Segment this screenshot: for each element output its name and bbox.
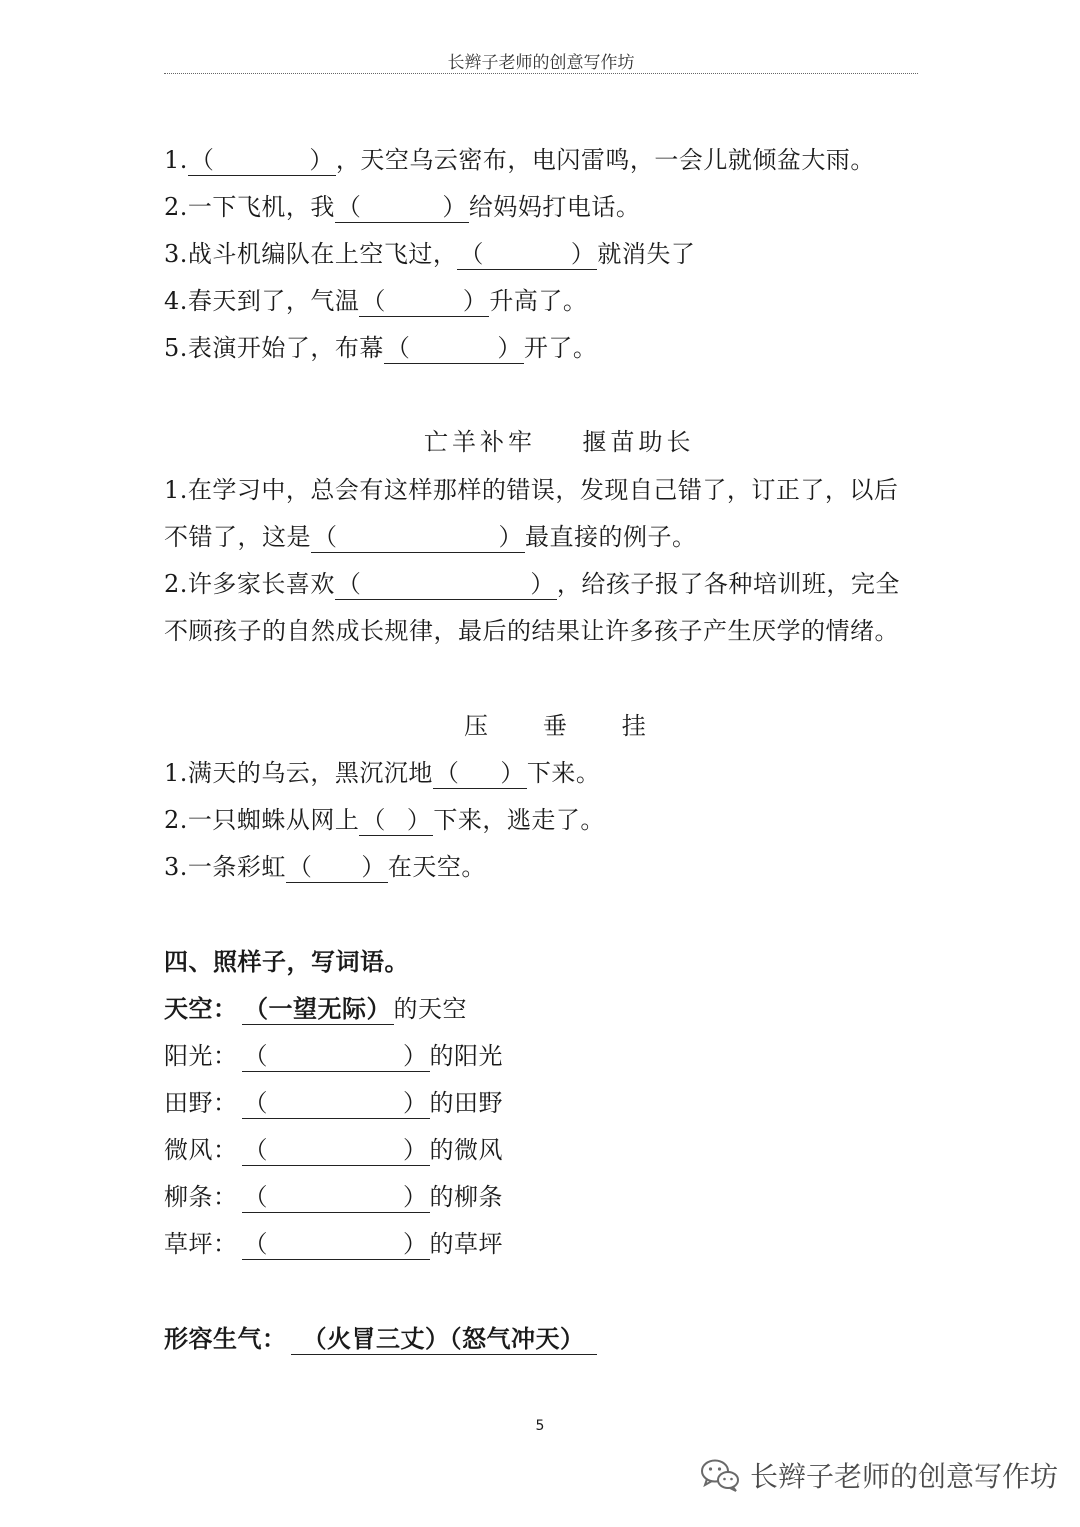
item-text: ，给孩子报了各种培训班，完全: [556, 570, 900, 598]
row-label: 阳光：: [164, 1042, 238, 1070]
exercise-c-3: [164, 852, 486, 883]
paren-left: （: [313, 523, 338, 551]
paren-left: （: [287, 853, 313, 881]
item-text: 一条彩虹: [187, 853, 286, 881]
item-text: 不错了，这是: [164, 523, 311, 551]
item-text: 在天空。: [387, 853, 486, 881]
item-text: ，天空乌云密布，电闪雷鸣，一会儿就倾盆大雨。: [335, 146, 875, 174]
paren-right: ）: [570, 240, 596, 268]
blank-a-5[interactable]: [384, 333, 524, 364]
word-row-5: [164, 1229, 503, 1260]
blank-d-5[interactable]: [242, 1229, 430, 1260]
item-text: 一只蜘蛛从网上: [187, 806, 360, 834]
item-text: 春天到了，气温: [187, 287, 360, 315]
section-d-heading: 四、照样子，写词语。: [164, 947, 409, 976]
item-number: 3.: [164, 853, 188, 881]
paren-right: ）: [442, 193, 467, 221]
exercise-c-2: [164, 805, 605, 836]
anger-row: [164, 1324, 597, 1355]
paren-left: （: [361, 287, 386, 315]
blank-b-1[interactable]: [311, 522, 525, 553]
paren-right: ）: [361, 853, 386, 881]
blank-c-3[interactable]: [286, 852, 388, 883]
watermark: [700, 1458, 1058, 1492]
exercise-a-5: [164, 333, 597, 364]
item-text: 升高了。: [489, 287, 588, 315]
paren-right: ）: [403, 1042, 428, 1070]
item-text: 表演开始了，布幕: [187, 334, 384, 362]
paren-right: ）: [403, 1089, 428, 1117]
row-suffix: 的微风: [429, 1136, 503, 1164]
row-label: 田野：: [164, 1089, 238, 1117]
example-answer: （一望无际）: [242, 994, 394, 1025]
item-number: 2.: [164, 570, 188, 598]
paren-right: ）: [462, 287, 488, 315]
blank-a-1[interactable]: [188, 145, 336, 176]
item-number: 1.: [164, 476, 188, 504]
item-text: 下来，逃走了。: [433, 806, 605, 834]
blank-d-4[interactable]: [242, 1182, 430, 1213]
blank-d-3[interactable]: [242, 1135, 430, 1166]
item-number: 5.: [164, 334, 188, 362]
blank-d-2[interactable]: [242, 1088, 430, 1119]
exercise-b-2-line1: [164, 569, 900, 600]
paren-right: ）: [500, 759, 525, 787]
exercise-a-2: [164, 192, 640, 223]
blank-c-2[interactable]: [359, 805, 433, 836]
paren-left: （: [434, 759, 460, 787]
paren-left: （: [243, 1136, 268, 1164]
blank-c-1[interactable]: [433, 758, 527, 789]
blank-a-3[interactable]: [457, 239, 597, 270]
paren-right: ）: [403, 1230, 428, 1258]
row-label: 天空：: [164, 994, 238, 1023]
paren-right: ）: [497, 334, 522, 362]
paren-right: ）: [498, 523, 523, 551]
item-text: 在学习中，总会有这样那样的错误，发现自己错了，订正了，以后: [187, 476, 899, 504]
exercise-c-1: [164, 758, 600, 789]
row-suffix: 的天空: [393, 995, 467, 1023]
item-text: 给妈妈打电话。: [468, 193, 641, 221]
item-text: 最直接的例子。: [525, 523, 697, 551]
item-number: 4.: [164, 287, 188, 315]
item-text: 开了。: [523, 334, 598, 362]
item-text: 一下飞机，我: [187, 193, 335, 221]
item-text: 满天的乌云，黑沉沉地: [187, 759, 433, 787]
item-number: 2.: [164, 193, 188, 221]
paren-right: ）: [530, 570, 555, 598]
example-row: [164, 994, 467, 1025]
paren-right: ）: [403, 1136, 428, 1164]
page-header: 长辫子老师的创意写作坊: [447, 53, 635, 73]
wechat-icon: [700, 1458, 740, 1492]
row-label: 微风：: [164, 1136, 238, 1164]
blank-d-1[interactable]: [242, 1041, 430, 1072]
item-number: 1.: [164, 759, 188, 787]
section-b-title: 亡羊补牢 揠苗助长: [424, 428, 695, 456]
exercise-b-1-line1: [164, 475, 898, 505]
item-text: 许多家长喜欢: [187, 570, 335, 598]
item-text: 不顾孩子的自然成长规律，最后的结果让许多孩子产生厌学的情绪。: [164, 617, 899, 645]
paren-left: （: [385, 334, 411, 362]
exercise-a-1: [164, 145, 875, 176]
row-label: 草坪：: [164, 1230, 238, 1258]
item-number: 2.: [164, 806, 188, 834]
blank-a-2[interactable]: [335, 192, 469, 223]
row-label: 形容生气：: [164, 1324, 287, 1353]
row-suffix: 的阳光: [429, 1042, 503, 1070]
exercise-a-4: [164, 286, 587, 317]
paren-right: ）: [309, 146, 334, 174]
item-text: 战斗机编队在上空飞过，: [187, 240, 458, 268]
exercise-b-2-line2: [164, 616, 899, 646]
paren-left: （: [243, 1042, 268, 1070]
word-row-4: [164, 1182, 503, 1213]
row-suffix: 的草坪: [429, 1230, 503, 1258]
item-text: 就消失了: [597, 240, 696, 268]
item-number: 1.: [164, 146, 188, 174]
word-row-2: [164, 1088, 503, 1119]
paren-right: ）: [403, 1183, 428, 1211]
row-suffix: 的柳条: [429, 1183, 503, 1211]
blank-a-4[interactable]: [359, 286, 489, 317]
row-suffix: 的田野: [429, 1089, 503, 1117]
page-number: 5: [535, 1418, 545, 1434]
exercise-a-3: [164, 239, 695, 270]
watermark-text: 长辫子老师的创意写作坊: [750, 1460, 1059, 1493]
paren-left: （: [243, 1089, 268, 1117]
word-row-1: [164, 1041, 503, 1072]
section-c-title: 压 垂 挂: [464, 712, 654, 740]
paren-left: （: [336, 193, 362, 221]
exercise-b-1-line2: [164, 522, 697, 553]
word-row-3: [164, 1135, 503, 1166]
item-text: 下来。: [526, 759, 601, 787]
item-number: 3.: [164, 240, 188, 268]
blank-b-2[interactable]: [335, 569, 557, 600]
paren-left: （: [243, 1183, 268, 1211]
paren-left: （: [336, 570, 362, 598]
paren-right: ）: [406, 806, 432, 834]
paren-left: （: [361, 806, 386, 834]
anger-answer: （火冒三丈）（怒气冲天）: [291, 1324, 597, 1355]
paren-left: （: [189, 146, 215, 174]
paren-left: （: [243, 1230, 268, 1258]
paren-left: （: [459, 240, 484, 268]
header-divider: [164, 73, 918, 74]
row-label: 柳条：: [164, 1183, 238, 1211]
